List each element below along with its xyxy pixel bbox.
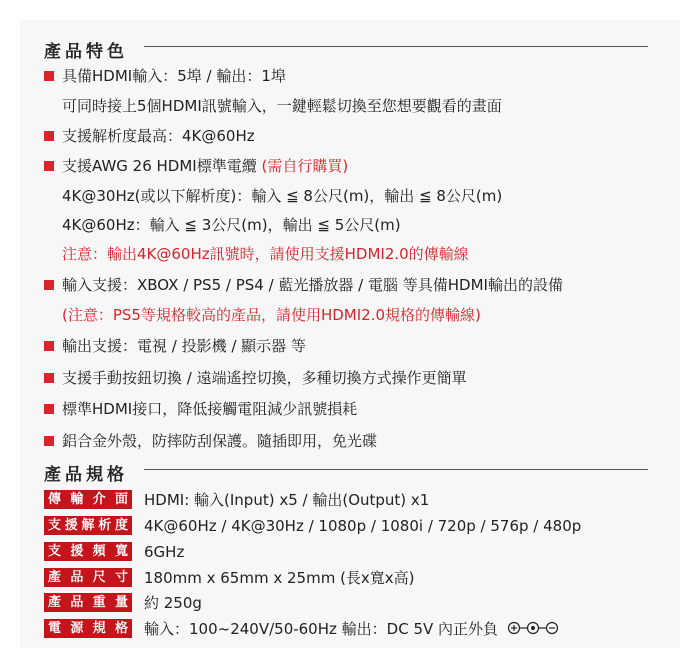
spec-label-interface: 傳輸介面	[44, 490, 132, 509]
feature-item-text: 支援AWG 26 HDMI標準電纜	[62, 157, 257, 175]
spec-value-weight: 約 250g	[144, 594, 202, 612]
bullet-square	[44, 131, 54, 141]
bullet-square	[44, 404, 54, 414]
feature-warning: 注意：輸出4K@60Hz訊號時，請使用支援HDMI2.0的傳輸線	[62, 245, 469, 263]
feature-item: 鋁合金外殼，防摔防刮保護。隨插即用，免光碟	[62, 432, 378, 450]
specs-rule	[144, 469, 648, 470]
spec-value-dimensions: 180mm x 65mm x 25mm (長x寬x高)	[144, 569, 415, 587]
specs-title: 產品規格	[44, 465, 128, 485]
bullet-square	[44, 373, 54, 383]
bullet-square	[44, 280, 54, 290]
spec-value-resolution: 4K@60Hz / 4K@30Hz / 1080p / 1080i / 720p / 576p / 480p	[144, 517, 582, 535]
spec-value-power	[144, 619, 559, 640]
feature-warning: (注意：PS5等規格較高的產品，請使用HDMI2.0規格的傳輸線)	[62, 306, 481, 324]
spec-value-bandwidth: 6GHz	[144, 543, 185, 561]
feature-item: 支援手動按鈕切換 / 遠端遙控切換，多種切換方式操作更簡單	[62, 369, 467, 387]
spec-label-power: 電源規格	[44, 619, 132, 638]
features-rule	[144, 46, 648, 47]
spec-label-dimensions: 產品尺寸	[44, 568, 132, 587]
feature-item: 輸入支援：XBOX / PS5 / PS4 / 藍光播放器 / 電腦 等具備HDMI輸出的設備	[62, 276, 563, 294]
features-heading	[44, 37, 128, 62]
spec-label-weight: 產品重量	[44, 593, 132, 612]
feature-item	[62, 156, 348, 176]
feature-item-note: (需自行購買)	[261, 157, 349, 175]
feature-subline: 4K@30Hz(或以下解析度)：輸入 ≦ 8公尺(m)，輸出 ≦ 8公尺(m)	[62, 187, 503, 205]
spec-value-power-text: 輸入：100~240V/50-60Hz 輸出：DC 5V 內正外負	[144, 620, 499, 638]
features-title: 產品特色	[44, 42, 128, 62]
bullet-square	[44, 436, 54, 446]
spec-label-resolution: 支援解析度	[44, 516, 132, 535]
bullet-square	[44, 161, 54, 171]
bullet-square	[44, 341, 54, 351]
spec-label-bandwidth: 支援頻寬	[44, 542, 132, 561]
feature-subline: 4K@60Hz：輸入 ≦ 3公尺(m)，輸出 ≦ 5公尺(m)	[62, 216, 401, 234]
dc-polarity-icon	[507, 620, 559, 640]
feature-item: 支援解析度最高：4K@60Hz	[62, 127, 255, 145]
specs-heading	[44, 460, 128, 485]
spec-value-interface: HDMI: 輸入(Input) x5 / 輸出(Output) x1	[144, 491, 430, 509]
feature-subline: 可同時接上5個HDMI訊號輸入，一鍵輕鬆切換至您想要觀看的畫面	[62, 97, 502, 115]
feature-item: 輸出支援：電視 / 投影機 / 顯示器 等	[62, 337, 306, 355]
feature-item: 標準HDMI接口，降低接觸電阻減少訊號損耗	[62, 400, 358, 418]
bullet-square	[44, 71, 54, 81]
feature-item: 具備HDMI輸入：5埠 / 輸出：1埠	[62, 67, 286, 85]
